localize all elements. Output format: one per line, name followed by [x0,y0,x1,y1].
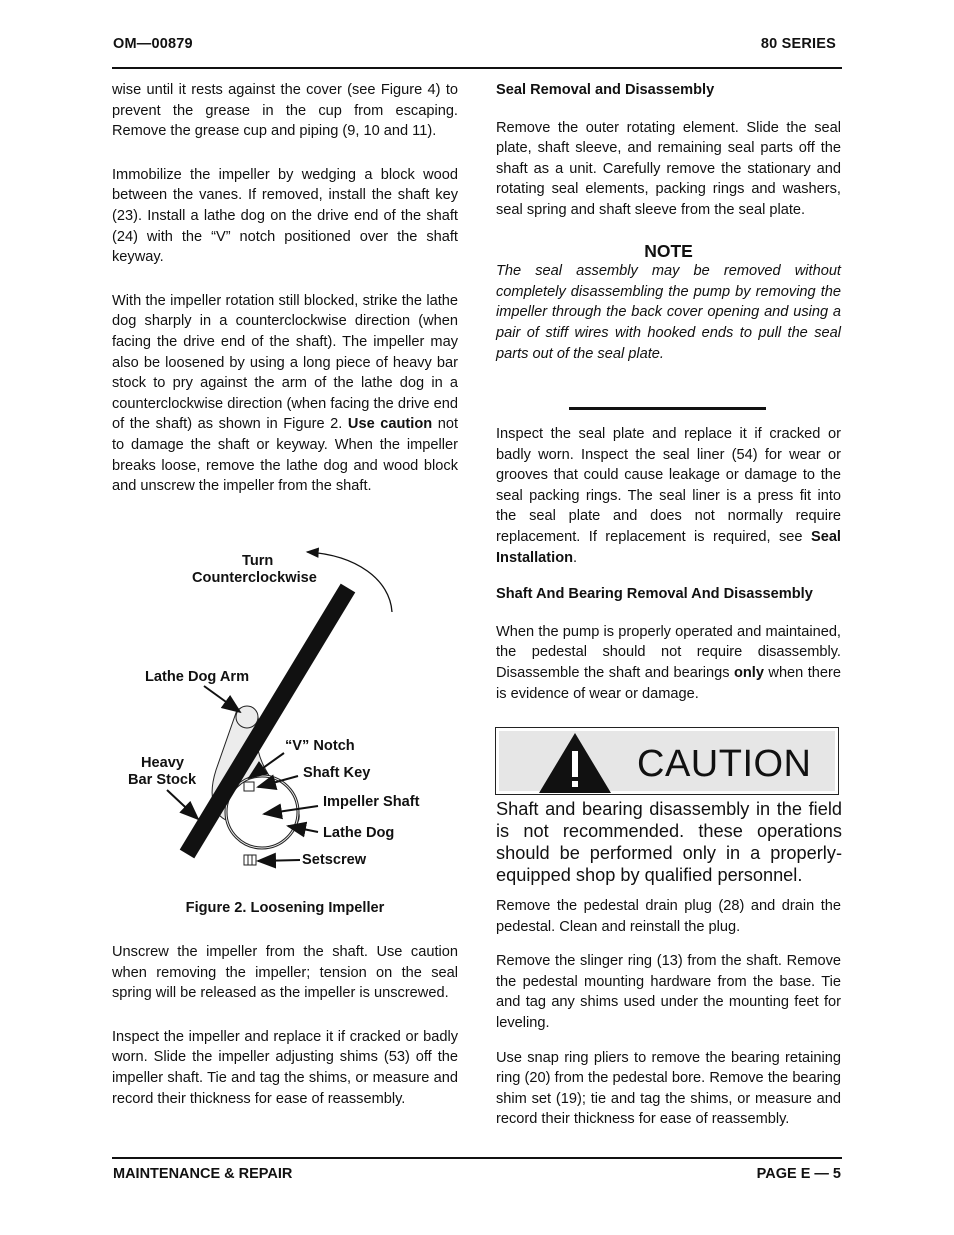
footer-section: MAINTENANCE & REPAIR [113,1166,293,1182]
paragraph: Remove the outer rotating element. Slide the seal plate, shaft sleeve, and remaining seal parts off the shaft as a unit. Carefully remove the stationary and rotating seal elements, packing rings and washers, seal spring and shaft sleeve from the seal plate. [496,119,841,218]
figure-label-shaft-key: Shaft Key [303,765,371,781]
caution-word: CAUTION [637,743,812,785]
paragraph: When the pump is properly operated and maintained, the pedestal should not require disassembly. Disassemble the shaft and bearings only when there is evidence of wear or damage. [496,623,841,702]
caution-box [495,727,839,795]
paragraph: wise until it rests against the cover (see Figure 4) to prevent the grease in the cup from escaping. Remove the grease cup and piping (9, 10 and 11). [112,82,458,140]
figure-label-turn: Turn [242,553,274,569]
figure-label-heavy: Heavy [141,755,185,771]
figure-label-counterclockwise: Counterclockwise [192,570,317,586]
seal-removal-heading: Seal Removal and Disassembly [496,82,715,98]
header-rule [112,67,842,69]
note-end-rule [569,407,766,410]
paragraph: Unscrew the impeller from the shaft. Use caution when removing the impeller; tension on the seal spring will be released as the impeller is unscrewed. [112,944,458,1002]
emphasis: Use caution [347,416,433,433]
emphasis: only [733,664,764,681]
paragraph: Inspect the impeller and replace it if cracked or badly worn. Slide the impeller adjusting shims (53) off the impeller shaft. Tie and tag the shims, or measure and record their thickness for ease of reassembly. [112,1028,458,1107]
figure-caption: Figure 2. Loosening Impeller [185,900,385,916]
emphasis: Seal Installation [496,528,841,566]
caution-panel [499,731,835,791]
paragraph: With the impeller rotation still blocked, strike the lathe dog sharply in a counterclockwise direction (when facing the drive end of the shaft). The impeller may also be loosened by using a long piece of heavy bar stock to pry against the arm of the lathe dog in a counterclockwise direction (when facing the drive end of the shaft) as shown in Figure 2. Use caution not to damage the shaft or keyway. When the impeller breaks loose, remove the lathe dog and wood block and unscrew the impeller from the shaft. [112,292,459,495]
figure-label-setscrew: Setscrew [302,852,367,868]
paragraph: Remove the slinger ring (13) from the shaft. Remove the pedestal mounting hardware from the base. Tie and tag any shims used under the mounting feet for leveling. [496,953,841,1031]
note-title: NOTE [644,240,693,261]
shaft-bearing-heading: Shaft And Bearing Removal And Disassembly [496,586,813,603]
document-number: OM—00879 [113,36,193,52]
loosening-impeller-figure [112,540,458,890]
left-column-lower [112,942,458,1109]
paragraph: Inspect the seal plate and replace it if cracked or badly worn. Inspect the seal liner (54) for wear or grooves that could cause leakage or damage to the seal packing rings. The seal liner is a press fit into the seal plate and does not normally require replacement. If replacement is required, see Seal Installation. [496,426,841,566]
figure-label-bar-stock: Bar Stock [128,772,197,788]
series-title: 80 SERIES [760,36,836,52]
caution-text: Shaft and bearing disassembly in the field is not recommended. these operations should be performed only in a properly-equipped shop by qualified personnel. [496,799,842,885]
paragraph: Use snap ring pliers to remove the bearing retaining ring (20) from the pedestal bore. Remove the bearing shim set (19); tie and tag the shims, or measure and record their thickness for ease of reassembly. [496,1049,841,1128]
setscrew [244,855,256,865]
right-column-middle [496,424,841,704]
right-column-lower [496,896,841,1130]
figure-label-v-notch: “V” Notch [285,738,355,754]
paragraph: Remove the pedestal drain plug (28) and drain the pedestal. Clean and reinstall the plug. [496,898,841,935]
warning-triangle-icon [537,731,613,793]
turn-arrow [307,552,392,612]
left-column [112,80,458,497]
figure-label-lathe-dog: Lathe Dog [323,825,395,841]
impeller-shaft-inner [227,777,297,847]
page-number: PAGE E — 5 [756,1166,841,1182]
figure-label-lathe-dog-arm: Lathe Dog Arm [145,669,250,685]
right-column [496,80,841,364]
shaft-key [244,782,254,791]
figure-label-impeller-shaft: Impeller Shaft [323,794,420,810]
paragraph: Immobilize the impeller by wedging a block wood between the vanes. If removed, install the shaft key (23). Install a lathe dog on the drive end of the shaft (24) with the “V” notch positioned over the shaft keyway. [112,166,458,266]
footer-rule [112,1157,842,1159]
note-body: The seal assembly may be removed without completely disassembling the pump by removing the impeller through the back cover opening and using a pair of stiff wires with hooked ends to pull the seal parts out of the seal plate. [496,263,841,362]
lathe-dog-arm-end [236,706,258,728]
